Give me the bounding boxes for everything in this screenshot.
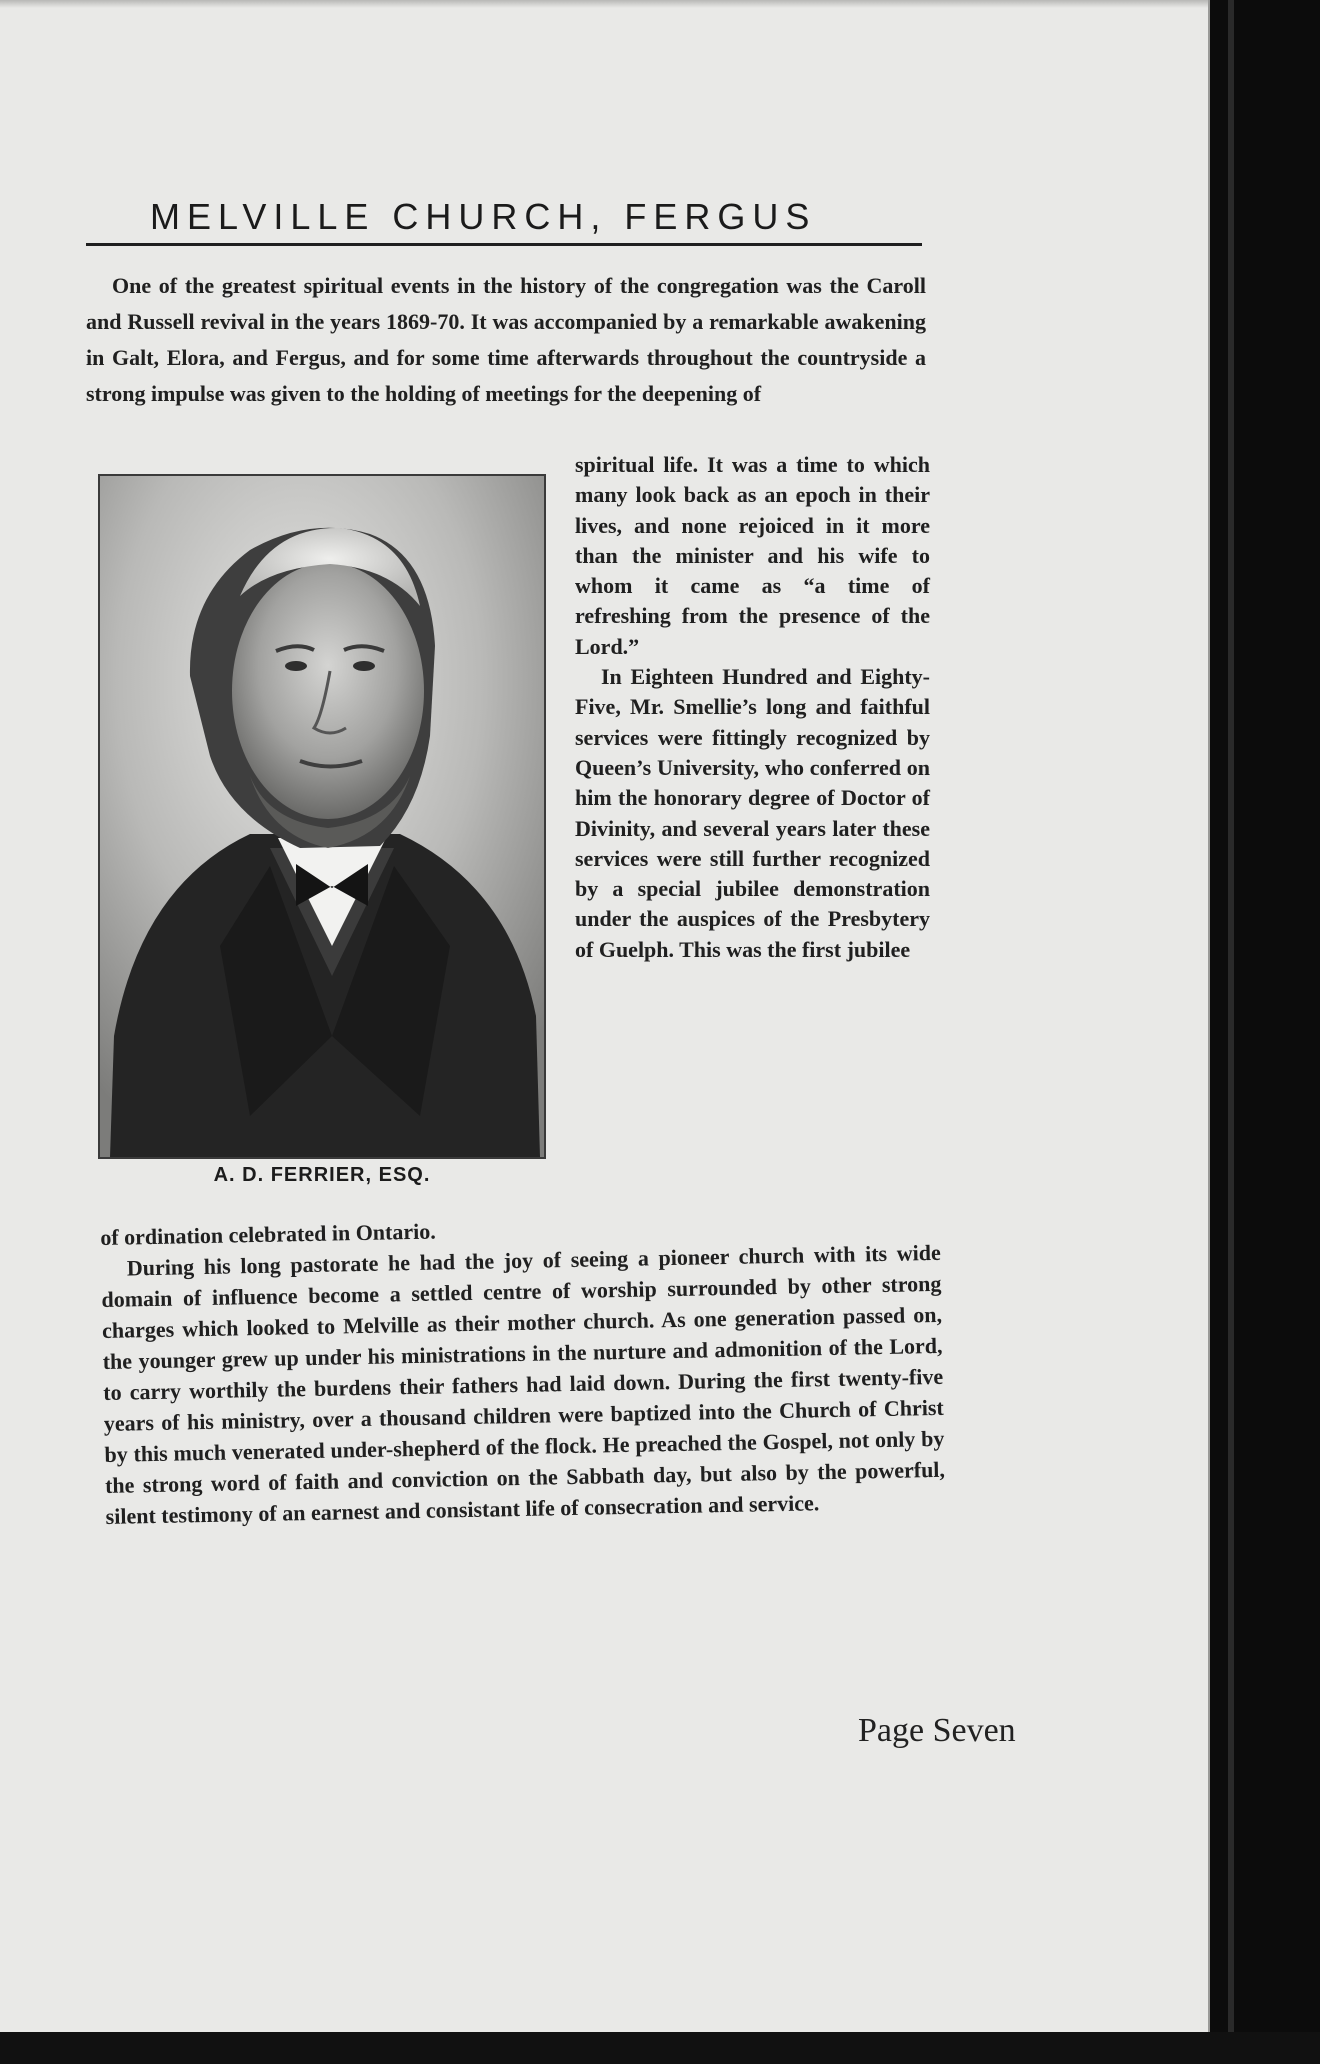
page-number: Page Seven xyxy=(858,1712,1016,1749)
page-edge-shadow xyxy=(1228,0,1234,2064)
lower-paragraph-2: During his long pastorate he had the joy of seeing a pioneer church with its wide domain of influence become a settled centre of worship surrounded by other strong charges which looked to Melville as their mother church. As one generation passed on, the younger grew up under his ministrations in the nurture and admonition of the Lord, to carry worthily the burdens their fathers had laid down. During the first twenty-five years of his ministry, over a thousand children were baptized into the Church of Christ by this much venerated under-shepherd of the flock. He preached the Gospel, not only by the strong word of faith and conviction on the Sabbath day, but also by the powerful, silent testimony of an earnest and consistant life of consecration and service. xyxy=(101,1239,946,1529)
side-paragraph-1: spiritual life. It was a time to which many look back as an epoch in their lives, and none rejoiced in it more than the minister and his wife to whom it came as “a time of refreshing from the presence of the Lord.” xyxy=(575,452,930,659)
portrait-caption: A. D. FERRIER, ESQ. xyxy=(213,1164,431,1186)
portrait-photo xyxy=(98,474,546,1159)
intro-paragraph xyxy=(86,268,926,412)
lower-column xyxy=(100,1206,946,1532)
side-paragraph-2: In Eighteen Hundred and Eighty-Five, Mr. Smellie’s long and faithful services were fittingly recognized by Queen’s University, who conferred on him the honorary degree of Doctor of Divinity, and several years later these services were still further recognized by a special jubilee demonstration under the auspices of the Presbytery of Guelph. This was the first jubilee xyxy=(575,664,930,962)
lower-paragraph-1: of ordination celebrated in Ontario. xyxy=(100,1218,436,1250)
intro-text: One of the greatest spiritual events in the history of the congregation was the Caroll and Russell revival in the years 1869-70. It was accompanied by a remarkable awakening in Galt, Elora, and Fergus, and for some time afterwards throughout the countryside a strong impulse was given to the holding of meetings for the deepening of xyxy=(86,273,926,406)
side-column xyxy=(575,450,930,965)
page-title: MELVILLE CHURCH, FERGUS xyxy=(150,196,817,237)
scan-bottom-border xyxy=(0,2032,1320,2064)
title-rule xyxy=(86,243,922,246)
page-top-edge xyxy=(0,0,1208,8)
portrait-image xyxy=(100,476,544,1157)
